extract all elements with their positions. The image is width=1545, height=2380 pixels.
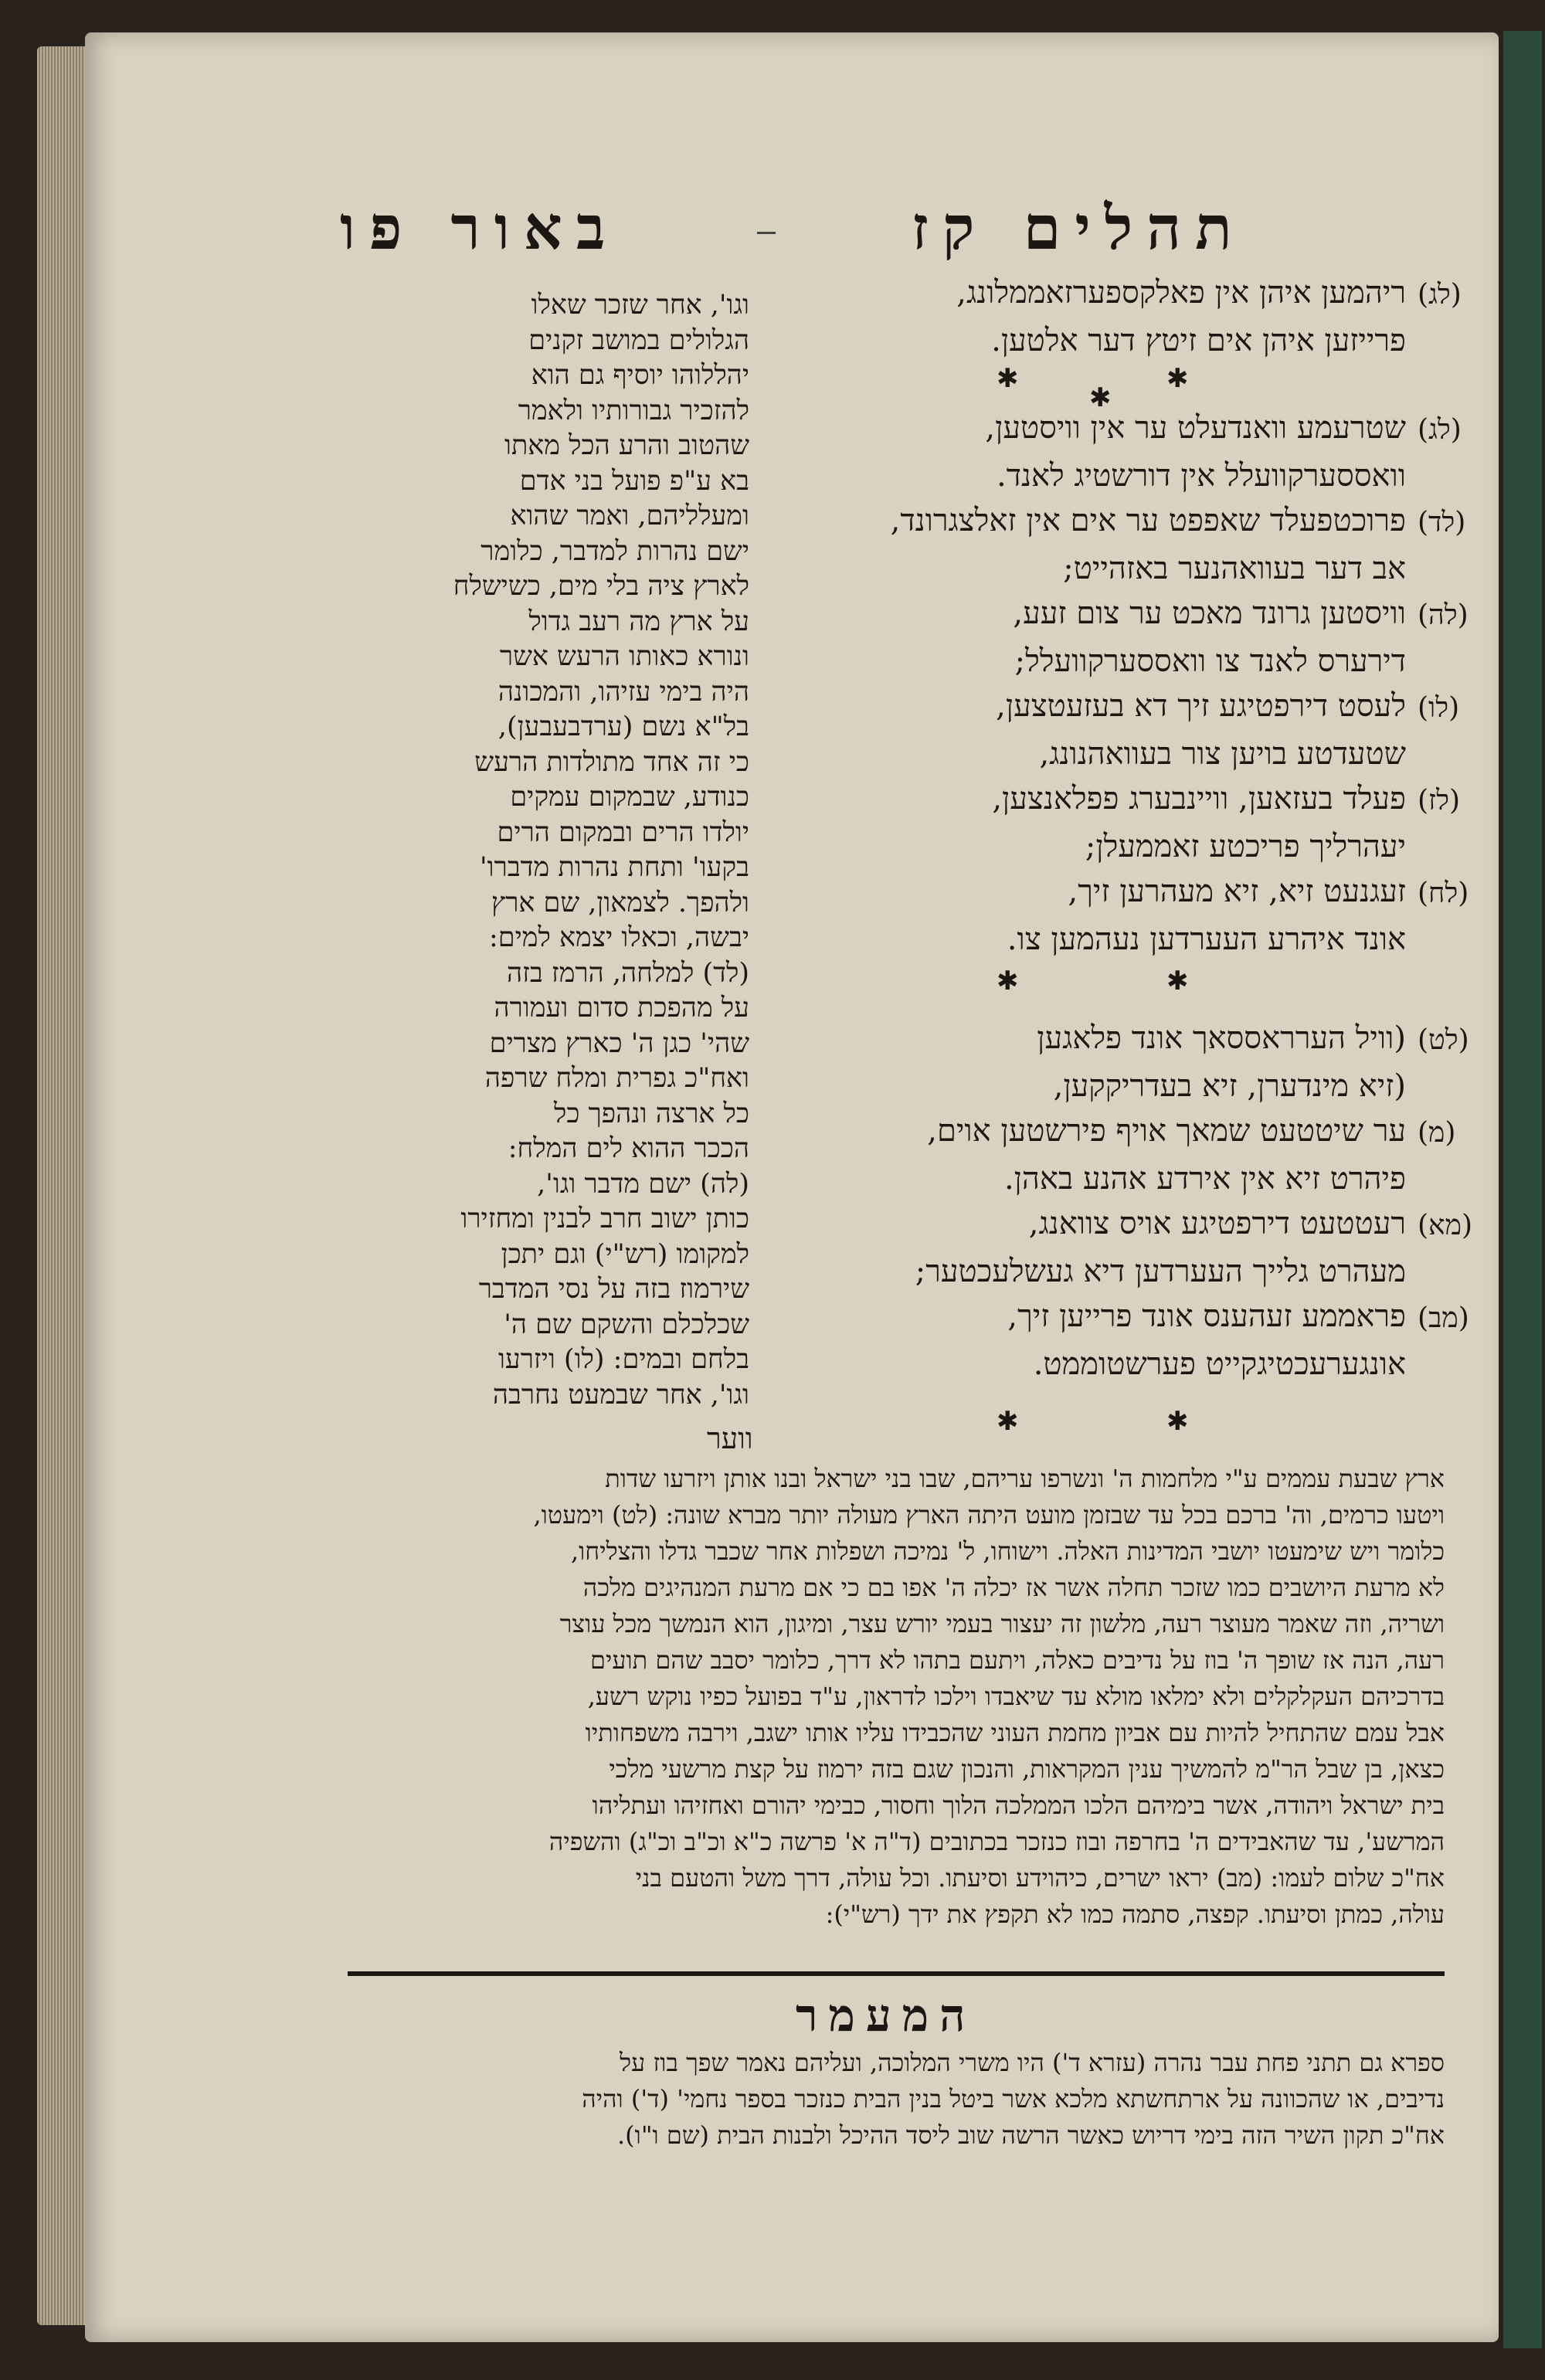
poem-line: אב דער בעוואהנער באזהייט; xyxy=(1063,551,1406,586)
commentary-line: כל ארצה ונהפך כל xyxy=(554,1098,749,1129)
commentary-wide-line: ושריה, וזה שאמר מעוצר רעה, מלשון זה יעצור בעמי יורש עצר, ומיגון, הוא הנמשך מכל עוצר xyxy=(559,1609,1445,1638)
verse-number: (מא) xyxy=(1418,1210,1473,1241)
section-rule xyxy=(348,1971,1445,1976)
commentary-line: שירמוז בזה על נסי המדבר xyxy=(478,1274,749,1305)
poem-line: פרייזען איהן אים זיטץ דער אלטען. xyxy=(991,323,1406,358)
poem-line: אונד איהרע העערדען נעהמען צו. xyxy=(1007,922,1406,957)
commentary-line: בלחם ובמים: (לו) ויזרעו xyxy=(497,1344,749,1375)
poem-line: (וויל הערראססאך אונד פלאגען xyxy=(1037,1020,1406,1056)
poem-line: שטעדטע בויען צור בעוואהנונג, xyxy=(1039,736,1406,772)
poem-line: זעגנעט זיא, זיא מעהרען זיך, xyxy=(1068,874,1406,909)
section-star: ✱ xyxy=(1166,1406,1189,1437)
commentary-line: שכלכלם והשקם שם ה' xyxy=(504,1309,749,1340)
section-line: אח"כ תקון השיר הזה בימי דריוש כאשר הרשה שוב ליסד ההיכל ולבנות הבית (שם ו"ו). xyxy=(616,2120,1445,2150)
commentary-line: וגו', אחר שזכר שאלו xyxy=(531,290,749,321)
section-star: ✱ xyxy=(997,966,1019,996)
poem-line: ריהמען איהן אין פאלקספערזאממלונג, xyxy=(956,275,1406,311)
commentary-wide-line: אח"כ שלום לעמו: (מב) יראו ישרים, כיהוידע וסיעתו. וכל עולה, דרך משל והטעם בני xyxy=(635,1863,1445,1893)
verse-number: (לה) xyxy=(1418,599,1469,631)
commentary-wide-line: אבל עמם שהתחיל להיות עם אביון מחמת העוני שהכבידו עליו אותו ישגב, וירבה משפחותיו xyxy=(585,1718,1445,1747)
book-cover-edge xyxy=(1503,31,1542,2348)
commentary-line: שהי' כגן ה' כארץ מצרים xyxy=(489,1027,749,1059)
poem-line: דירערס לאנד צו וואססערקוועלל; xyxy=(1014,643,1406,679)
commentary-line: ומעלליהם, ואמר שהוא xyxy=(510,501,749,531)
verse-number: (מב) xyxy=(1418,1302,1469,1334)
commentary-line: הככר ההוא לים המלח: xyxy=(508,1133,749,1164)
commentary-line: כותן ישוב חרב לבנין ומחזירו xyxy=(460,1204,749,1234)
section-star: ✱ xyxy=(1166,966,1189,996)
commentary-line: על ארץ מה רעב גדול xyxy=(528,606,749,637)
poem-line: מעהרט גלייך העערדען דיא געשלעכטער; xyxy=(915,1254,1406,1289)
verse-number: (לז) xyxy=(1418,785,1460,817)
commentary-line: ואח"כ גפרית ומלח שרפה xyxy=(484,1063,749,1094)
commentary-wide-line: ארץ שבעת עממים ע"י מלחמות ה' ונשרפו עריהם, שבו בני ישראל ובנו אותן ויזרעו שדות xyxy=(605,1464,1445,1493)
verse-number: (לט) xyxy=(1418,1024,1469,1056)
poem-line: פרוכטפעלד שאפפט ער אים אין זאלצגרונד, xyxy=(890,503,1406,538)
section-star: ✱ xyxy=(1166,363,1189,394)
commentary-line: בל"א נשם (ערדבעבען), xyxy=(497,711,749,742)
running-header-right: תהלים קז xyxy=(912,193,1246,263)
commentary-line: יבשה, וכאלו יצמא למים: xyxy=(488,922,749,953)
verse-number: (לג) xyxy=(1418,279,1462,311)
poem-line: (זיא מינדערן, זיא בעדריקקען, xyxy=(1053,1068,1406,1104)
commentary-wide-line: רעה, הנה אז שופך ה' בוז על נדיבים כאלה, ויתעם בתהו לא דרך, כלומר יסבב שהם תועים xyxy=(590,1645,1445,1675)
commentary-line: לארץ ציה בלי מים, כשישלח xyxy=(453,571,749,602)
commentary-line: למקומו (רש"י) וגם יתכן xyxy=(501,1238,749,1270)
commentary-line: (לה) ישם מדבר וגו', xyxy=(537,1168,749,1200)
header-tick xyxy=(757,232,776,234)
commentary-line: (לד) למלחה, הרמז בזה xyxy=(507,957,749,989)
commentary-wide-line: כצאן, בן שבל הר"מ להמשיך ענין המקראות, והנכון שגם בזה ירמוז על קצת מרשעי מלכי xyxy=(609,1754,1445,1784)
commentary-wide-line: בדרכיהם העקלקלים ולא ימלאו מולא עד שיאבדו וילכו לדראון, ע"ד בפועל כפיו נוקש רשע, xyxy=(587,1682,1445,1711)
section-line: ספרא גם תתני פחת עבר נהרה (עזרא ד') היו משרי המלוכה, ועליהם נאמר שפך בוז על xyxy=(620,2048,1445,2077)
commentary-wide-line: עולה, כמתן וסיעתו. קפצה, סתמה כמו לא תקפץ את ידך (רש"י): xyxy=(825,1900,1445,1929)
poem-line: אונגערעכטיגקייט פערשטוממט. xyxy=(1033,1346,1406,1382)
commentary-wide-line: המרשע', עד שהאבידים ה' בחרפה ובוז כנזכר בכתובים (ד"ה א' פרשה כ"א וכ"ב וכ"ג) והשפיה xyxy=(548,1827,1445,1856)
commentary-line: בא ע"פ פועל בני אדם xyxy=(519,465,749,497)
commentary-line: יולדו הרים ובמקום הרים xyxy=(497,817,749,848)
section-star: ✱ xyxy=(997,363,1019,394)
section-star: ✱ xyxy=(997,1406,1019,1437)
poem-line: ער שיטטעט שמאך אויף פירשטען אוים, xyxy=(927,1113,1406,1149)
poem-line: וויסטען גרונד מאכט ער צום זעע, xyxy=(1013,596,1406,631)
section-line: נדיבים, או שהכוונה על ארתחשתא מלכא אשר ביטל בנין הבית כנזכר בספר נחמי' (ד') והיה xyxy=(582,2084,1445,2113)
poem-line: פעלד בעזאען, וויינבערג פפלאנצען, xyxy=(992,781,1406,817)
poem-line: וואססערקוועלל אין דורשטיג לאנד. xyxy=(997,458,1406,494)
verse-number: (לד) xyxy=(1418,507,1466,538)
commentary-line: ישם נהרות למדבר, כלומר xyxy=(480,535,749,567)
verse-number: (מ) xyxy=(1418,1117,1456,1149)
commentary-line: שהטוב והרע הכל מאתו xyxy=(504,430,749,461)
commentary-line: כי זה אחד מתולדות הרעש xyxy=(474,746,749,778)
commentary-line: היה בימי עזיהו, והמכונה xyxy=(497,676,749,708)
commentary-wide-line: כלומר ויש שימעטו יושבי המדינות האלה. וישוחו, ל' נמיכה ושפלות אחר שכבר גדלו והצליחו, xyxy=(570,1536,1445,1566)
verse-number: (לח) xyxy=(1418,878,1469,909)
commentary-line: להזכיר גבורותיו ולאמר xyxy=(518,395,749,426)
verse-number: (לו) xyxy=(1418,692,1460,724)
commentary-line: יהללוהו יוסיף גם הוא xyxy=(531,360,749,391)
commentary-line: על מהפכת סדום ועמורה xyxy=(494,993,749,1024)
section-star: ✱ xyxy=(1089,382,1112,413)
commentary-line: הגלולים במושב זקנים xyxy=(528,324,749,356)
commentary-line: ולהפך. לצמאון, שם ארץ xyxy=(491,887,749,918)
running-header-left: באור פו xyxy=(340,193,620,263)
commentary-line: ונורא כאותו הרעש אשר xyxy=(499,641,749,672)
poem-line: פיהרט זיא אין אירדע אהנע באהן. xyxy=(1003,1161,1406,1197)
commentary-line: כנודע, שבמקום עמקים xyxy=(510,782,749,813)
verse-number: (לג) xyxy=(1418,414,1462,446)
commentary-wide-line: בית ישראל ויהודה, אשר בימיהם הלכו הממלכה הלוך וחסור, כבימי יהורם ואחזיהו ועתליהו xyxy=(592,1791,1445,1820)
poem-line: פראממע זעהענס אונד פרייען זיך, xyxy=(1007,1299,1406,1334)
poem-line: רעטטעט דירפטיגע אויס צוואנג, xyxy=(1028,1206,1406,1241)
catchword: ווער xyxy=(707,1421,753,1455)
commentary-line: בקעו' ותחת נהרות מדברו' xyxy=(480,852,749,883)
section-title: המעמר xyxy=(796,1989,976,2042)
commentary-line: וגו', אחר שבמעט נחרבה xyxy=(492,1379,749,1411)
commentary-wide-line: ויטעו כרמים, וה' ברכם בכל עד שבזמן מועט היתה הארץ מעולה יותר מברא שונה: (לט) וימעטו, xyxy=(533,1500,1445,1530)
poem-line: שטרעמע וואנדעלט ער אין וויסטען, xyxy=(985,410,1406,446)
poem-line: לעסט דירפטיגע זיך דא בעזעטצען, xyxy=(996,688,1406,724)
commentary-wide-line: לא מרעת היושבים כמו שזכר תחלה אשר אז יכלה ה' אפו בם כי אם מרעת המנהיגים מלכה xyxy=(582,1573,1445,1602)
poem-line: יעהרליך פריכטע זאממעלן; xyxy=(1085,829,1406,864)
